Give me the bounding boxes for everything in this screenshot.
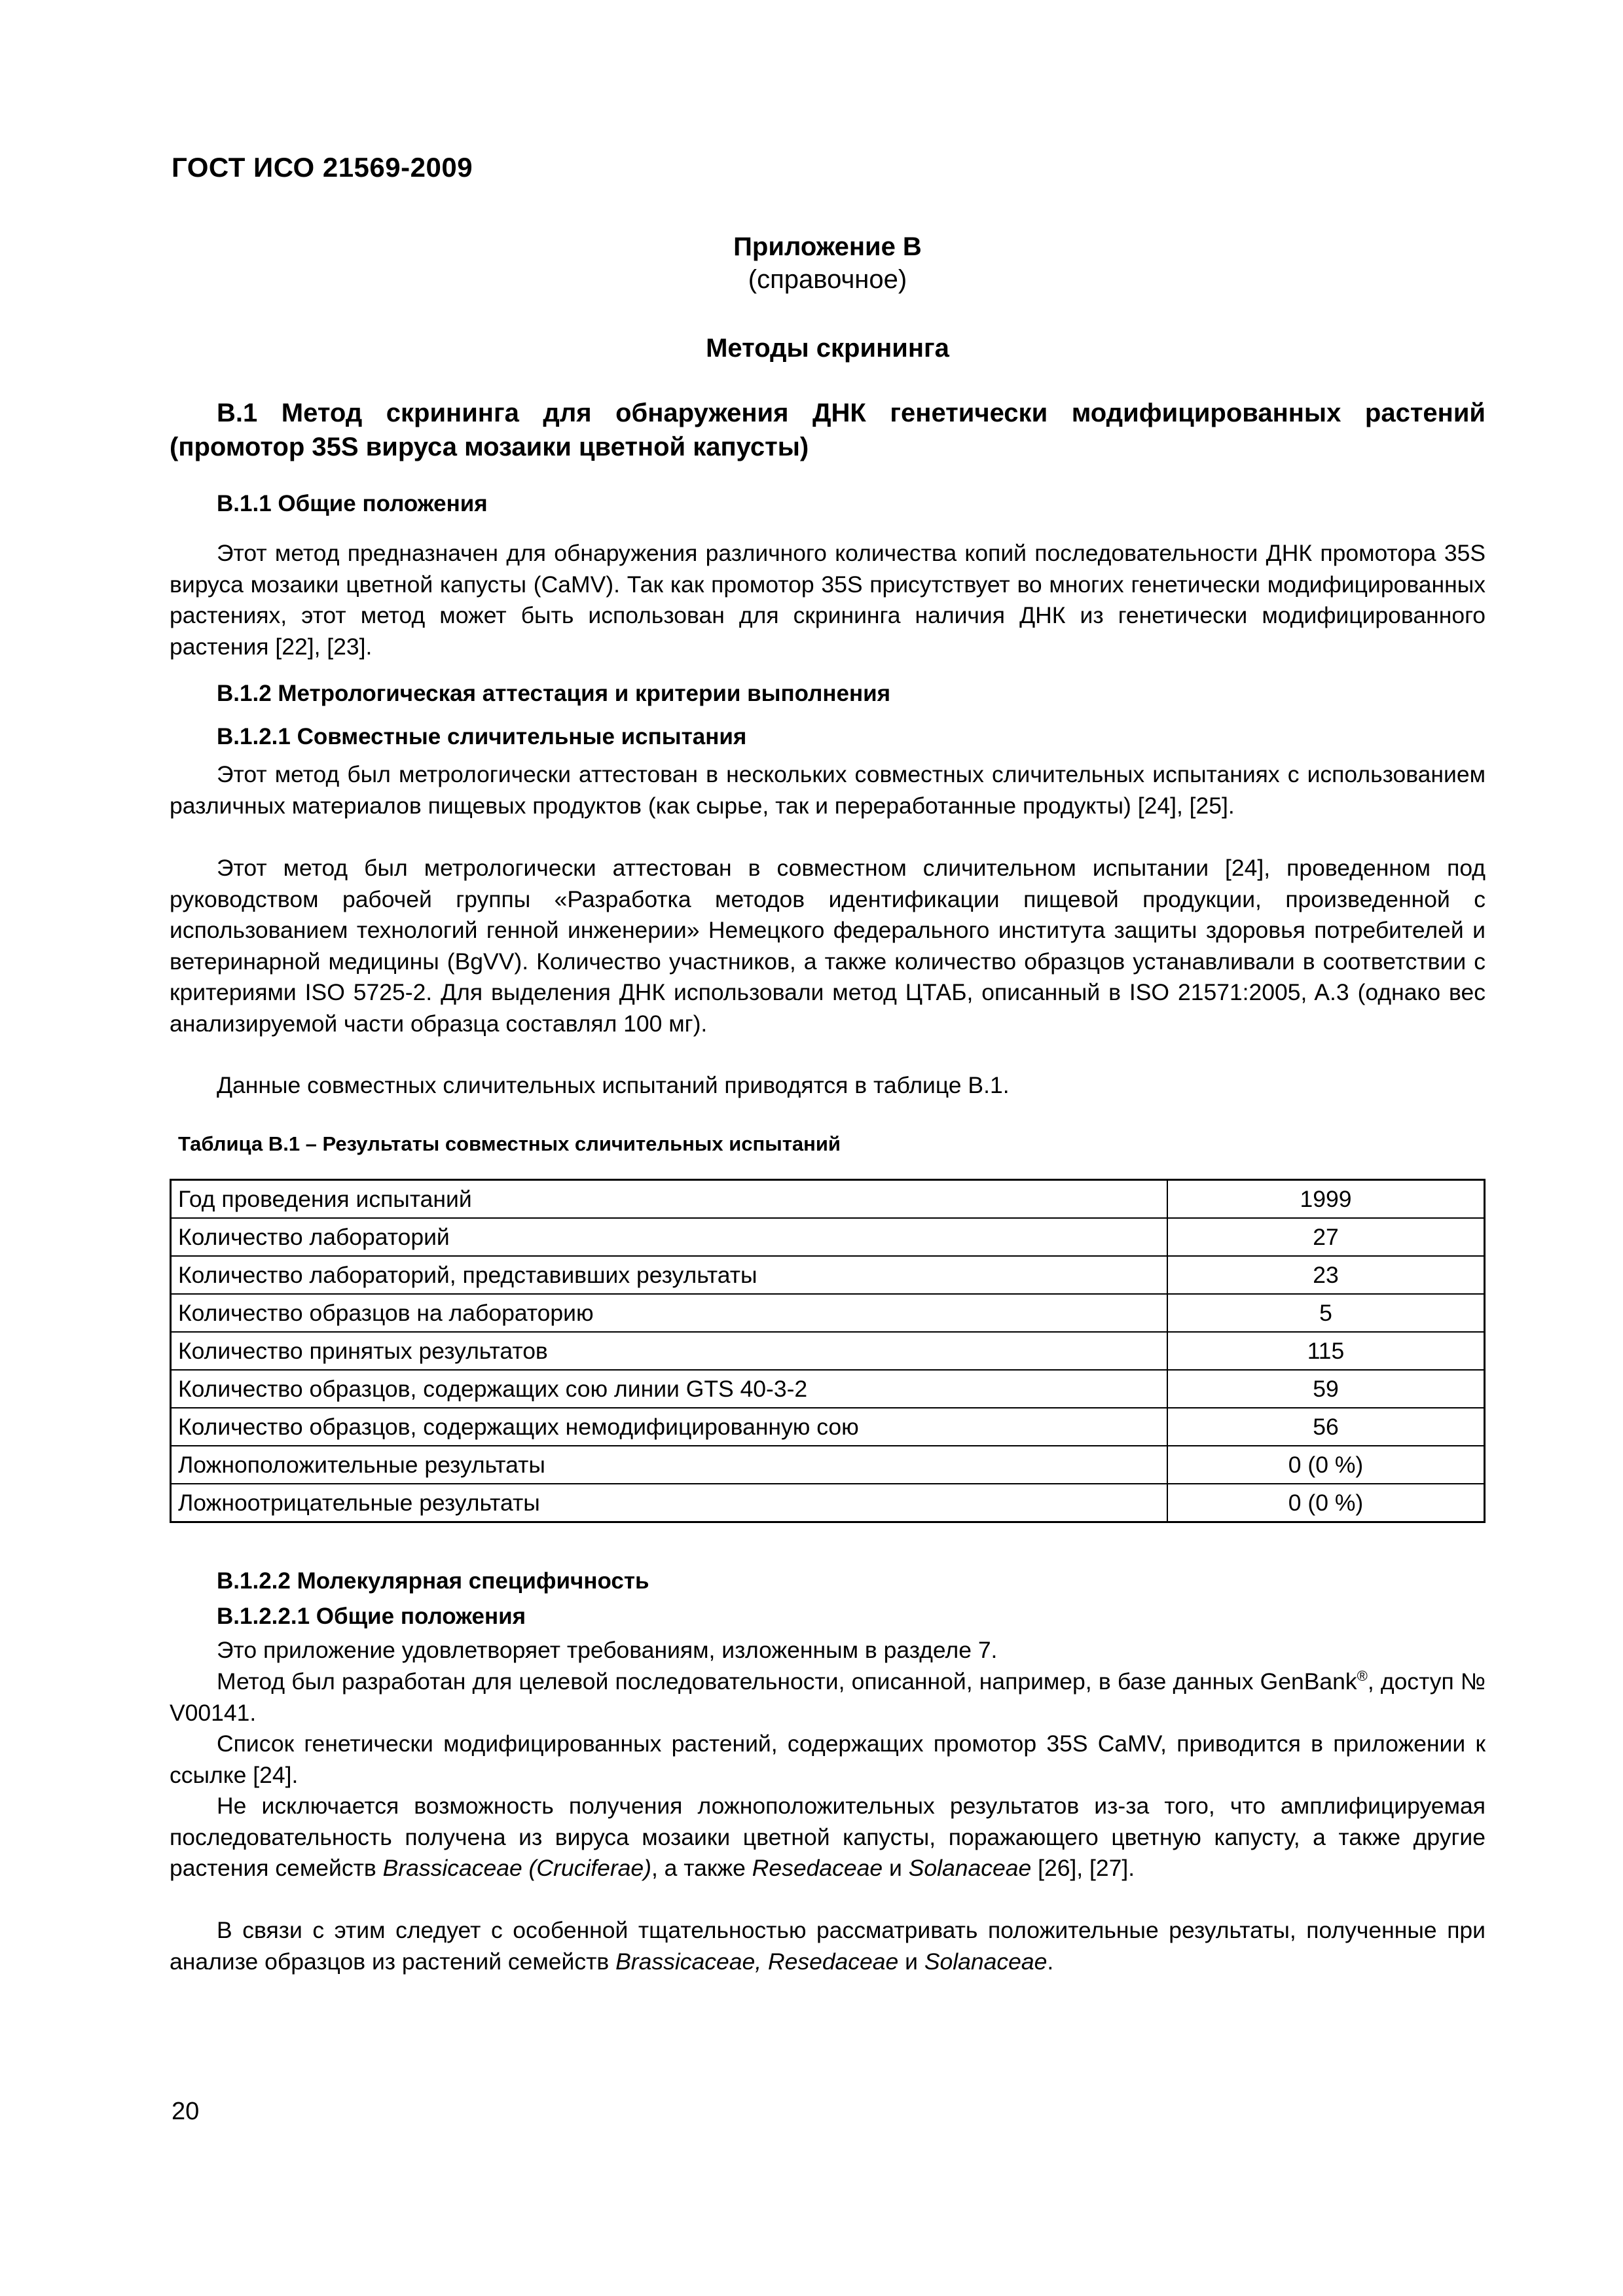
table-b1 [170,1179,1486,1523]
annex-subtitle: (справочное) [748,265,907,294]
section-b1-2-1-paragraph-1: Этот метод был метрологически аттестован в нескольких совместных сличительных испытаниях с использованием различных материалов пищевых продуктов (как сырье, так и переработанные продукты) [24], [25]. [170,761,1486,819]
section-b1-2-2-1-paragraph-4 [170,1791,1486,1884]
section-b1-2-heading: В.1.2 Метрологическая аттестация и критерии выполнения [217,681,891,706]
table-row [171,1294,1485,1332]
table-cell-value: 59 [1167,1370,1485,1408]
section-b1-heading: В.1 Метод скрининга для обнаружения ДНК генетически модифицированных растений (промотор 35S вируса мозаики цветной капусты) [170,399,1486,461]
section-b1-2-1-heading: В.1.2.1 Совместные сличительные испытания [217,724,747,749]
section-b1-2-2-1-paragraph-2 [170,1666,1486,1729]
section-b1-2-2-1-paragraph-1: Это приложение удовлетворяет требованиям, изложенным в разделе 7. [217,1637,998,1663]
table-cell-label: Количество лабораторий, представивших результаты [171,1256,1168,1294]
text-run: [26], [27]. [1031,1855,1135,1881]
table-cell-value: 1999 [1167,1180,1485,1219]
table-b1-caption: Таблица В.1 – Результаты совместных сличительных испытаний [178,1132,841,1155]
section-b1-2-2-1-paragraph-5 [170,1915,1486,1977]
section-b1-1-paragraph: Этот метод предназначен для обнаружения различного количества копий последовательности ДНК промотора 35S вируса мозаики цветной капусты (CaMV). Так как промотор 35S присутствует во многих генетически модифицированных растениях, этот метод может быть использован для скрининга наличия ДНК из генетически модифицированного растения [22], [23]. [170,540,1486,660]
standard-code-header: ГОСТ ИСО 21569-2009 [172,152,473,183]
table-cell-label: Количество образцов, содержащих сою линии GTS 40-3-2 [171,1370,1168,1408]
table-cell-label: Год проведения испытаний [171,1180,1168,1219]
table-cell-value: 23 [1167,1256,1485,1294]
taxon-name: Resedaceae [752,1855,883,1881]
table-row [171,1256,1485,1294]
table-row [171,1484,1485,1522]
table-cell-value: 0 (0 %) [1167,1484,1485,1522]
section-b1-2-2-1-heading: В.1.2.2.1 Общие положения [217,1604,526,1629]
text-run: , а также [651,1855,752,1881]
table-row [171,1370,1485,1408]
section-b1-2-2-1-paragraph-3: Список генетически модифицированных растений, содержащих промотор 35S CaMV, приводится в приложении к ссылке [24]. [170,1731,1486,1788]
page-number: 20 [172,2098,200,2125]
table-cell-label: Количество образцов на лабораторию [171,1294,1168,1332]
genbank-text: Метод был разработан для целевой последовательности, описанной, например, в базе данных GenBank [217,1668,1357,1695]
table-row [171,1446,1485,1484]
table-row [171,1332,1485,1370]
taxon-name: Solanaceae [908,1855,1032,1881]
text-run: . [1047,1948,1054,1975]
taxon-name: Brassicaceae, Resedaceae [615,1948,899,1975]
table-cell-label: Количество образцов, содержащих немодифицированную сою [171,1408,1168,1446]
table-cell-label: Количество принятых результатов [171,1332,1168,1370]
text-run: Не исключается возможность получения ложноположительных результатов из-за того, что амплифицируемая последовательность получена из вируса мозаики цветной капусты, поражающего цветную капусту, а также другие растения семейств [170,1793,1486,1881]
table-row [171,1408,1485,1446]
annex-title: Приложение В [733,232,922,261]
table-cell-label: Ложноотрицательные результаты [171,1484,1168,1522]
text-run: и [883,1855,909,1881]
table-cell-value: 56 [1167,1408,1485,1446]
table-cell-label: Количество лабораторий [171,1218,1168,1256]
table-cell-value: 27 [1167,1218,1485,1256]
table-cell-value: 5 [1167,1294,1485,1332]
taxon-name: Brassicaceae (Cruciferae) [382,1855,651,1881]
accession-text: , доступ № V00141. [170,1668,1486,1726]
text-run: и [898,1948,924,1975]
annex-heading: Методы скрининга [706,334,949,363]
taxon-name: Solanaceae [924,1948,1048,1975]
table-cell-value: 0 (0 %) [1167,1446,1485,1484]
section-b1-1-heading: В.1.1 Общие положения [217,491,488,516]
section-b1-2-1-paragraph-2: Этот метод был метрологически аттестован в совместном сличительном испытании [24], проведенном под руководством рабочей группы «Разработка методов идентификации пищевой продукции, произведенной с использованием технологий генной инженерии» Немецкого федерального института защиты здоровья потребителей и ветеринарной медицины (BgVV). Количество участников, а также количество образцов устанавливали в соответствии с критериями ISO 5725-2. Для выделения ДНК использовали метод ЦТАБ, описанный в ISO 21571:2005, A.3 (однако вес анализируемой части образца составлял 100 мг). [170,855,1486,1037]
registered-mark: ® [1357,1668,1368,1685]
section-b1-2-1-paragraph-3: Данные совместных сличительных испытаний приводятся в таблице В.1. [217,1072,1010,1098]
table-row [171,1180,1485,1219]
section-b1-2-2-heading: В.1.2.2 Молекулярная специфичность [217,1568,649,1594]
table-cell-label: Ложноположительные результаты [171,1446,1168,1484]
table-row [171,1218,1485,1256]
table-cell-value: 115 [1167,1332,1485,1370]
text-run: В связи с этим следует с особенной тщательностью рассматривать положительные результаты, полученные при анализе образцов из растений семейств [170,1917,1486,1975]
